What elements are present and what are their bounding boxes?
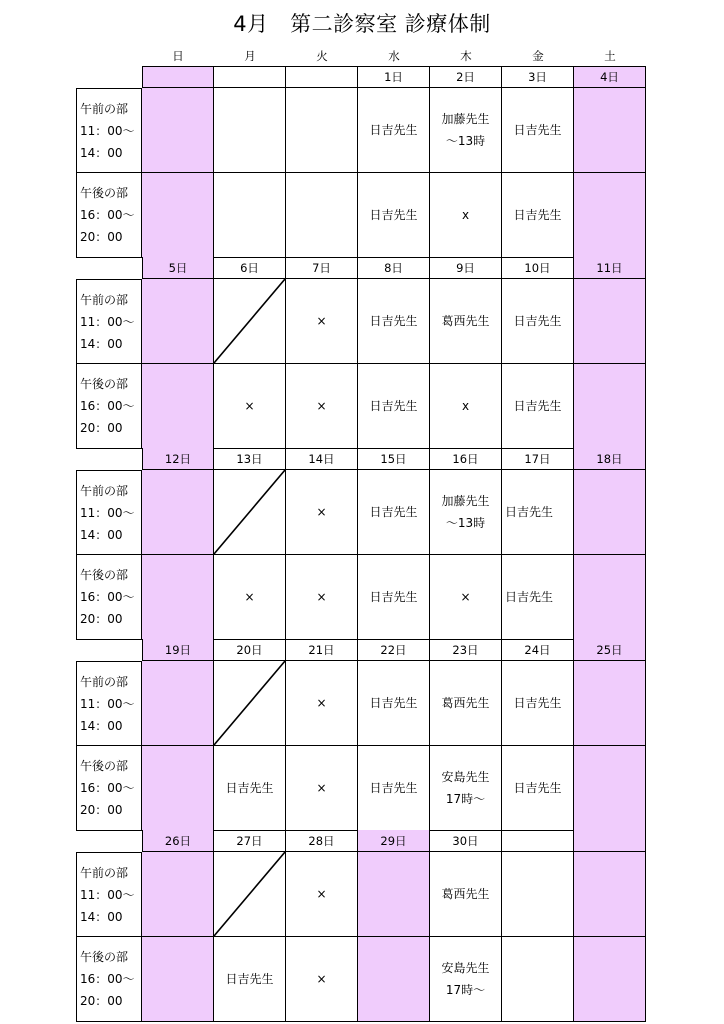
date-cell: 10日 — [502, 257, 574, 279]
weekday-header: 水 — [388, 49, 400, 63]
schedule-cell — [142, 852, 214, 937]
date-cell: 23日 — [430, 639, 502, 661]
date-cell: 2日 — [430, 66, 502, 88]
schedule-cell: 日吉先生 — [358, 555, 430, 640]
slot-label-am: 午前の部 11：00～ 14：00 — [76, 88, 142, 173]
schedule-cell — [142, 937, 214, 1022]
slot-label-am: 午前の部 11：00～ 14：00 — [76, 852, 142, 937]
schedule-cell: × — [286, 661, 358, 746]
date-cell: 28日 — [286, 830, 358, 852]
date-cell: 13日 — [214, 448, 286, 470]
schedule-cell — [142, 470, 214, 555]
schedule-cell: 日吉先生 — [214, 937, 286, 1022]
schedule-cell — [358, 937, 430, 1022]
schedule-cell — [574, 937, 646, 1022]
date-cell: 24日 — [502, 639, 574, 661]
date-cell: 27日 — [214, 830, 286, 852]
schedule-cell: 日吉先生 — [358, 279, 430, 364]
date-cell: 26日 — [142, 830, 214, 852]
schedule-cell: × — [286, 937, 358, 1022]
closed-slash-icon — [214, 470, 285, 554]
schedule-cell — [142, 364, 214, 449]
schedule-cell: 日吉先生 — [358, 470, 430, 555]
date-cell — [142, 66, 214, 88]
schedule-cell — [574, 555, 646, 640]
schedule-cell — [142, 661, 214, 746]
date-cell: 30日 — [430, 830, 502, 852]
schedule-cell: 葛西先生 — [430, 852, 502, 937]
schedule-cell: 安島先生 17時～ — [430, 937, 502, 1022]
schedule-cell: 加藤先生 ～13時 — [430, 88, 502, 173]
schedule-cell — [358, 852, 430, 937]
schedule-cell: × — [214, 364, 286, 449]
schedule-cell: × — [286, 555, 358, 640]
date-cell: 6日 — [214, 257, 286, 279]
schedule-cell: 日吉先生 — [502, 555, 574, 640]
slot-label-pm: 午後の部 16：00～ 20：00 — [76, 555, 142, 640]
closed-slash-icon — [214, 852, 285, 936]
schedule-cell — [142, 173, 214, 258]
schedule-cell: × — [286, 470, 358, 555]
slot-label-pm: 午後の部 16：00～ 20：00 — [76, 937, 142, 1022]
schedule-cell: 日吉先生 — [358, 364, 430, 449]
date-cell: 20日 — [214, 639, 286, 661]
schedule-cell: 日吉先生 — [358, 173, 430, 258]
date-cell: 4日 — [574, 66, 646, 88]
date-cell: 14日 — [286, 448, 358, 470]
date-cell: 16日 — [430, 448, 502, 470]
slot-label-am: 午前の部 11：00～ 14：00 — [76, 661, 142, 746]
schedule-cell: 日吉先生 — [358, 88, 430, 173]
schedule-cell — [214, 661, 286, 746]
schedule-cell — [214, 279, 286, 364]
slot-label-pm: 午後の部 16：00～ 20：00 — [76, 746, 142, 831]
schedule-cell — [142, 746, 214, 831]
slot-label-am: 午前の部 11：00～ 14：00 — [76, 279, 142, 364]
schedule-cell — [574, 173, 646, 258]
schedule-cell: 日吉先生 — [502, 279, 574, 364]
schedule-cell: 日吉先生 — [214, 746, 286, 831]
schedule-cell: × — [286, 279, 358, 364]
date-cell: 5日 — [142, 257, 214, 279]
date-cell — [502, 830, 574, 852]
schedule-cell: 加藤先生 ～13時 — [430, 470, 502, 555]
schedule-cell — [142, 555, 214, 640]
schedule-cell: × — [430, 555, 502, 640]
date-cell: 1日 — [358, 66, 430, 88]
date-cell: 17日 — [502, 448, 574, 470]
schedule-cell — [574, 470, 646, 555]
schedule-cell: 日吉先生 — [358, 661, 430, 746]
date-cell: 12日 — [142, 448, 214, 470]
date-cell: 18日 — [574, 448, 646, 470]
date-cell: 22日 — [358, 639, 430, 661]
weekday-header: 土 — [604, 49, 616, 63]
weekday-header: 火 — [316, 49, 328, 63]
weekday-header: 金 — [532, 49, 544, 63]
date-cell: 8日 — [358, 257, 430, 279]
schedule-cell: × — [286, 852, 358, 937]
date-cell: 29日 — [358, 830, 430, 852]
schedule-cell — [286, 173, 358, 258]
schedule-cell: × — [286, 364, 358, 449]
schedule-cell — [574, 364, 646, 449]
closed-slash-icon — [214, 661, 285, 745]
schedule-cell: 日吉先生 — [358, 746, 430, 831]
schedule-cell — [142, 279, 214, 364]
schedule-cell: 日吉先生 — [502, 746, 574, 831]
schedule-cell — [574, 88, 646, 173]
schedule-cell — [214, 88, 286, 173]
date-cell: 15日 — [358, 448, 430, 470]
schedule-cell: × — [286, 746, 358, 831]
date-cell — [214, 66, 286, 88]
schedule-cell: 日吉先生 — [502, 173, 574, 258]
schedule-cell: 日吉先生 — [502, 364, 574, 449]
date-cell: 25日 — [574, 639, 646, 661]
schedule-cell: 安島先生 17時～ — [430, 746, 502, 831]
schedule-cell: 日吉先生 — [502, 470, 574, 555]
weekday-header: 日 — [172, 49, 184, 63]
schedule-cell: x — [430, 364, 502, 449]
schedule-cell — [574, 746, 646, 831]
schedule-cell — [502, 852, 574, 937]
date-cell: 7日 — [286, 257, 358, 279]
schedule-cell: x — [430, 173, 502, 258]
schedule-cell: 葛西先生 — [430, 661, 502, 746]
date-cell: 21日 — [286, 639, 358, 661]
schedule-cell — [574, 852, 646, 937]
schedule-cell: 日吉先生 — [502, 88, 574, 173]
schedule-cell — [214, 852, 286, 937]
schedule-cell — [574, 661, 646, 746]
schedule-cell — [574, 279, 646, 364]
date-cell — [574, 830, 646, 852]
date-cell: 19日 — [142, 639, 214, 661]
page-title: 4月 第二診察室 診療体制 — [233, 12, 491, 36]
date-cell — [286, 66, 358, 88]
slot-label-pm: 午後の部 16：00～ 20：00 — [76, 364, 142, 449]
schedule-cell — [214, 173, 286, 258]
schedule-cell — [286, 88, 358, 173]
schedule-cell — [142, 88, 214, 173]
slot-label-am: 午前の部 11：00～ 14：00 — [76, 470, 142, 555]
schedule-cell — [502, 937, 574, 1022]
weekday-header: 木 — [460, 49, 472, 63]
date-cell: 9日 — [430, 257, 502, 279]
schedule-cell: 葛西先生 — [430, 279, 502, 364]
schedule-cell: 日吉先生 — [502, 661, 574, 746]
slot-label-pm: 午後の部 16：00～ 20：00 — [76, 173, 142, 258]
schedule-cell — [214, 470, 286, 555]
date-cell: 3日 — [502, 66, 574, 88]
closed-slash-icon — [214, 279, 285, 363]
schedule-cell: × — [214, 555, 286, 640]
weekday-header: 月 — [244, 49, 256, 63]
date-cell: 11日 — [574, 257, 646, 279]
